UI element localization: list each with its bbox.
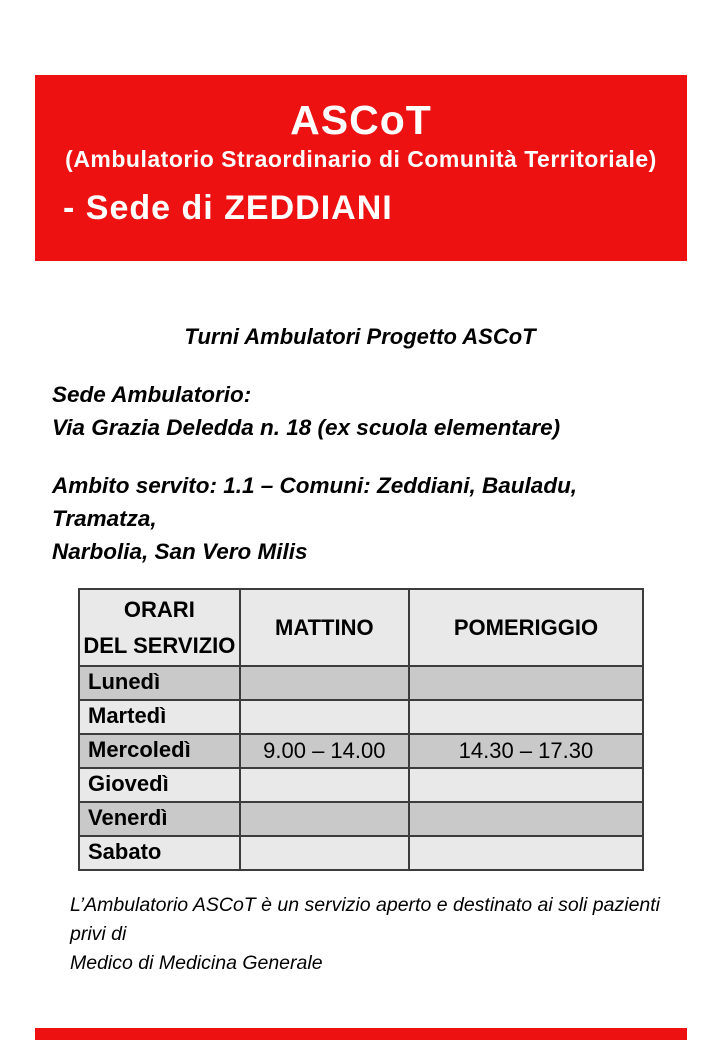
area-line1: Ambito servito: 1.1 – Comuni: Zeddiani, Bauladu, Tramatza,: [52, 473, 578, 531]
day-cell: Martedì: [79, 700, 240, 734]
table-row: [79, 802, 643, 836]
afternoon-cell: [409, 700, 643, 734]
banner-location: - Sede di ZEDDIANI: [63, 189, 393, 227]
banner-title: ASCoT: [290, 97, 432, 143]
afternoon-cell: 14.30 – 17.30: [409, 734, 643, 768]
table-row: [79, 734, 643, 768]
address-label: Sede Ambulatorio:: [52, 382, 252, 407]
col-header-mattino: MATTINO: [240, 589, 409, 666]
col-header-orari: [79, 589, 240, 666]
bottom-red-bar: [35, 1028, 687, 1040]
schedule-table: [78, 588, 644, 871]
day-cell: Mercoledì: [79, 734, 240, 768]
morning-cell: [240, 700, 409, 734]
morning-cell: [240, 836, 409, 870]
banner-subtitle: (Ambulatorio Straordinario di Comunità Territoriale): [65, 146, 657, 172]
address-value: Via Grazia Deledda n. 18 (ex scuola elementare): [52, 415, 561, 440]
footer-note: [70, 891, 670, 978]
header-banner: [35, 75, 687, 261]
day-cell: Venerdì: [79, 802, 240, 836]
afternoon-cell: [409, 836, 643, 870]
address-block: [52, 378, 682, 444]
day-cell: Sabato: [79, 836, 240, 870]
day-cell: Lunedì: [79, 666, 240, 700]
morning-cell: [240, 666, 409, 700]
afternoon-cell: [409, 768, 643, 802]
footer-note-line2: Medico di Medicina Generale: [70, 952, 323, 974]
day-cell: Giovedì: [79, 768, 240, 802]
col-header-pomeriggio: POMERIGGIO: [409, 589, 643, 666]
section-title: Turni Ambulatori Progetto ASCoT: [184, 324, 536, 349]
col-header-orari-line1: ORARI: [123, 596, 195, 622]
col-header-orari-line2: DEL SERVIZIO: [83, 632, 236, 658]
table-row: [79, 768, 643, 802]
footer-note-line1: L’Ambulatorio ASCoT è un servizio aperto e destinato ai soli pazienti privi di: [70, 894, 661, 945]
table-row: [79, 836, 643, 870]
area-line2: Narbolia, San Vero Milis: [52, 539, 308, 564]
afternoon-cell: [409, 802, 643, 836]
table-row: [79, 666, 643, 700]
table-header-row: [79, 589, 643, 666]
morning-cell: [240, 768, 409, 802]
morning-cell: [240, 802, 409, 836]
table-row: [79, 700, 643, 734]
info-block: [52, 378, 682, 568]
morning-cell: 9.00 – 14.00: [240, 734, 409, 768]
afternoon-cell: [409, 666, 643, 700]
area-block: [52, 469, 682, 568]
